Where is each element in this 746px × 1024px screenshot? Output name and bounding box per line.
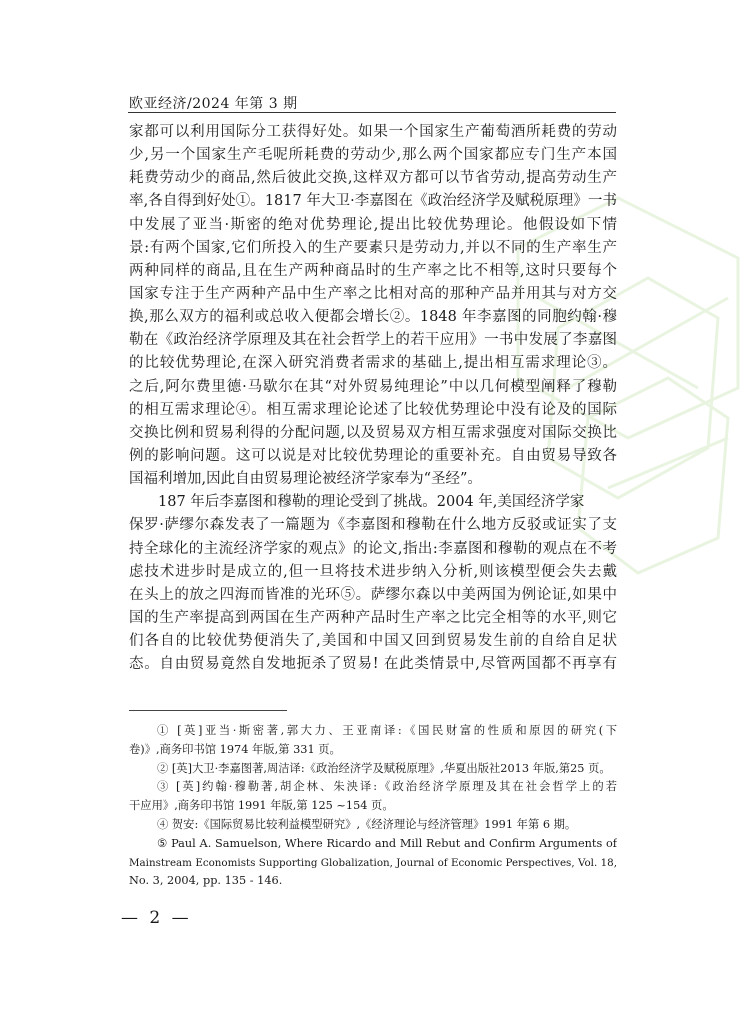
body-line: 持全球化的主流经济学家的观点》的论文,指出:李嘉图和穆勒的观点在不考 bbox=[129, 540, 617, 557]
footnote-line: ① [英]亚当·斯密著,郭大力、王亚南译:《国民财富的性质和原因的研究(下 bbox=[157, 724, 617, 737]
footnote-line: ⑤ Paul A. Samuelson, Where Ricardo and Mill Rebut and Confirm Arguments of bbox=[157, 836, 617, 850]
body-line: 们各自的比较优势便消失了,美国和中国又回到贸易发生前的自给自足状 bbox=[129, 633, 617, 650]
body-line: 在头上的放之四海而皆准的光环⑤。萨缪尔森以中美两国为例论证,如果中 bbox=[129, 586, 617, 603]
body-line: 态。自由贸易竟然自发地扼杀了贸易! 在此类情景中,尽管两国都不再享有 bbox=[129, 656, 617, 673]
running-header: 欧亚经济/2024 年第 3 期 bbox=[129, 96, 298, 112]
body-line: 国家专注于生产两种产品中生产率之比相对高的那种产品并用其与对方交 bbox=[129, 285, 617, 302]
body-line: 两种同样的商品,且在生产两种商品时的生产率之比不相等,这时只要每个 bbox=[129, 262, 617, 279]
body-line: 景:有两个国家,它们所投入的生产要素只是劳动力,并以不同的生产率生产 bbox=[129, 239, 617, 256]
footnote-line: ③ [英]约翰·穆勒著,胡企林、朱泱译:《政治经济学原理及其在社会哲学上的若 bbox=[157, 780, 617, 794]
body-line: 例的影响问题。这可以说是对比较优势理论的重要补充。自由贸易导致各 bbox=[129, 447, 617, 464]
body-line: 耗费劳动少的商品,然后彼此交换,这样双方都可以节省劳动,提高劳动生产 bbox=[129, 170, 617, 187]
body-line: 少,另一个国家生产毛呢所耗费的劳动少,那么两个国家都应专门生产本国 bbox=[129, 147, 617, 164]
body-line: 国福利增加,因此自由贸易理论被经济学家奉为“圣经”。 bbox=[129, 471, 482, 488]
body-line: 国的生产率提高到两国在生产两种产品时生产率之比完全相等的水平,则它 bbox=[129, 609, 617, 626]
body-line: 率,各自得到好处①。1817 年大卫·李嘉图在《政治经济学及赋税原理》一书 bbox=[129, 193, 617, 210]
body-line: 换,那么双方的福利或总收入便都会增长②。1848 年李嘉图的同胞约翰·穆 bbox=[129, 309, 617, 326]
body-line: 之后,阿尔费里德·马歇尔在其“对外贸易纯理论”中以几何模型阐释了穆勒 bbox=[129, 378, 617, 395]
body-line: 勒在《政治经济学原理及其在社会哲学上的若干应用》一书中发展了李嘉图 bbox=[129, 332, 617, 349]
body-line: 虑技术进步时是成立的,但一旦将技术进步纳入分析,则该模型便会失去戴 bbox=[129, 563, 617, 580]
footnote-line: 干应用》,商务印书馆 1991 年版,第 125 ~154 页。 bbox=[129, 799, 394, 813]
page-number: — 2 — bbox=[121, 908, 192, 928]
footnote-line: Mainstream Economists Supporting Globalization, Journal of Economic Perspectives, Vol. 18, bbox=[129, 856, 617, 869]
footnotes bbox=[129, 722, 617, 891]
body-line: 的相互需求理论④。相互需求理论论述了比较优势理论中没有论及的国际 bbox=[129, 401, 617, 418]
body-line: 保罗·萨缪尔森发表了一篇题为《李嘉图和穆勒在什么地方反驳或证实了支 bbox=[129, 517, 617, 534]
footnote-line: ② [英]大卫·李嘉图著,周洁译:《政治经济学及赋税原理》,华夏出版社2013 年版,第25 页。 bbox=[157, 761, 611, 775]
footnote-rule bbox=[129, 710, 287, 711]
footnote-line: 卷)》,商务印书馆 1974 年版,第 331 页。 bbox=[129, 742, 341, 756]
body-line: 187 年后李嘉图和穆勒的理论受到了挑战。2004 年,美国经济学家 bbox=[158, 494, 585, 511]
body-line: 家都可以利用国际分工获得好处。如果一个国家生产葡萄酒所耗费的劳动 bbox=[129, 124, 617, 140]
body-text bbox=[129, 121, 617, 676]
footnote-line: ④ 贺安:《国际贸易比较利益模型研究》,《经济理论与经济管理》1991 年第 6 期。 bbox=[157, 817, 577, 831]
footnote-line: No. 3, 2004, pp. 135 - 146. bbox=[129, 874, 283, 888]
body-line: 中发展了亚当·斯密的绝对优势理论,提出比较优势理论。他假设如下情 bbox=[129, 216, 617, 233]
body-line: 交换比例和贸易利得的分配问题,以及贸易双方相互需求强度对国际交换比 bbox=[129, 424, 617, 441]
body-line: 的比较优势理论,在深入研究消费者需求的基础上,提出相互需求理论③。 bbox=[129, 355, 617, 372]
header-rule bbox=[128, 112, 616, 113]
